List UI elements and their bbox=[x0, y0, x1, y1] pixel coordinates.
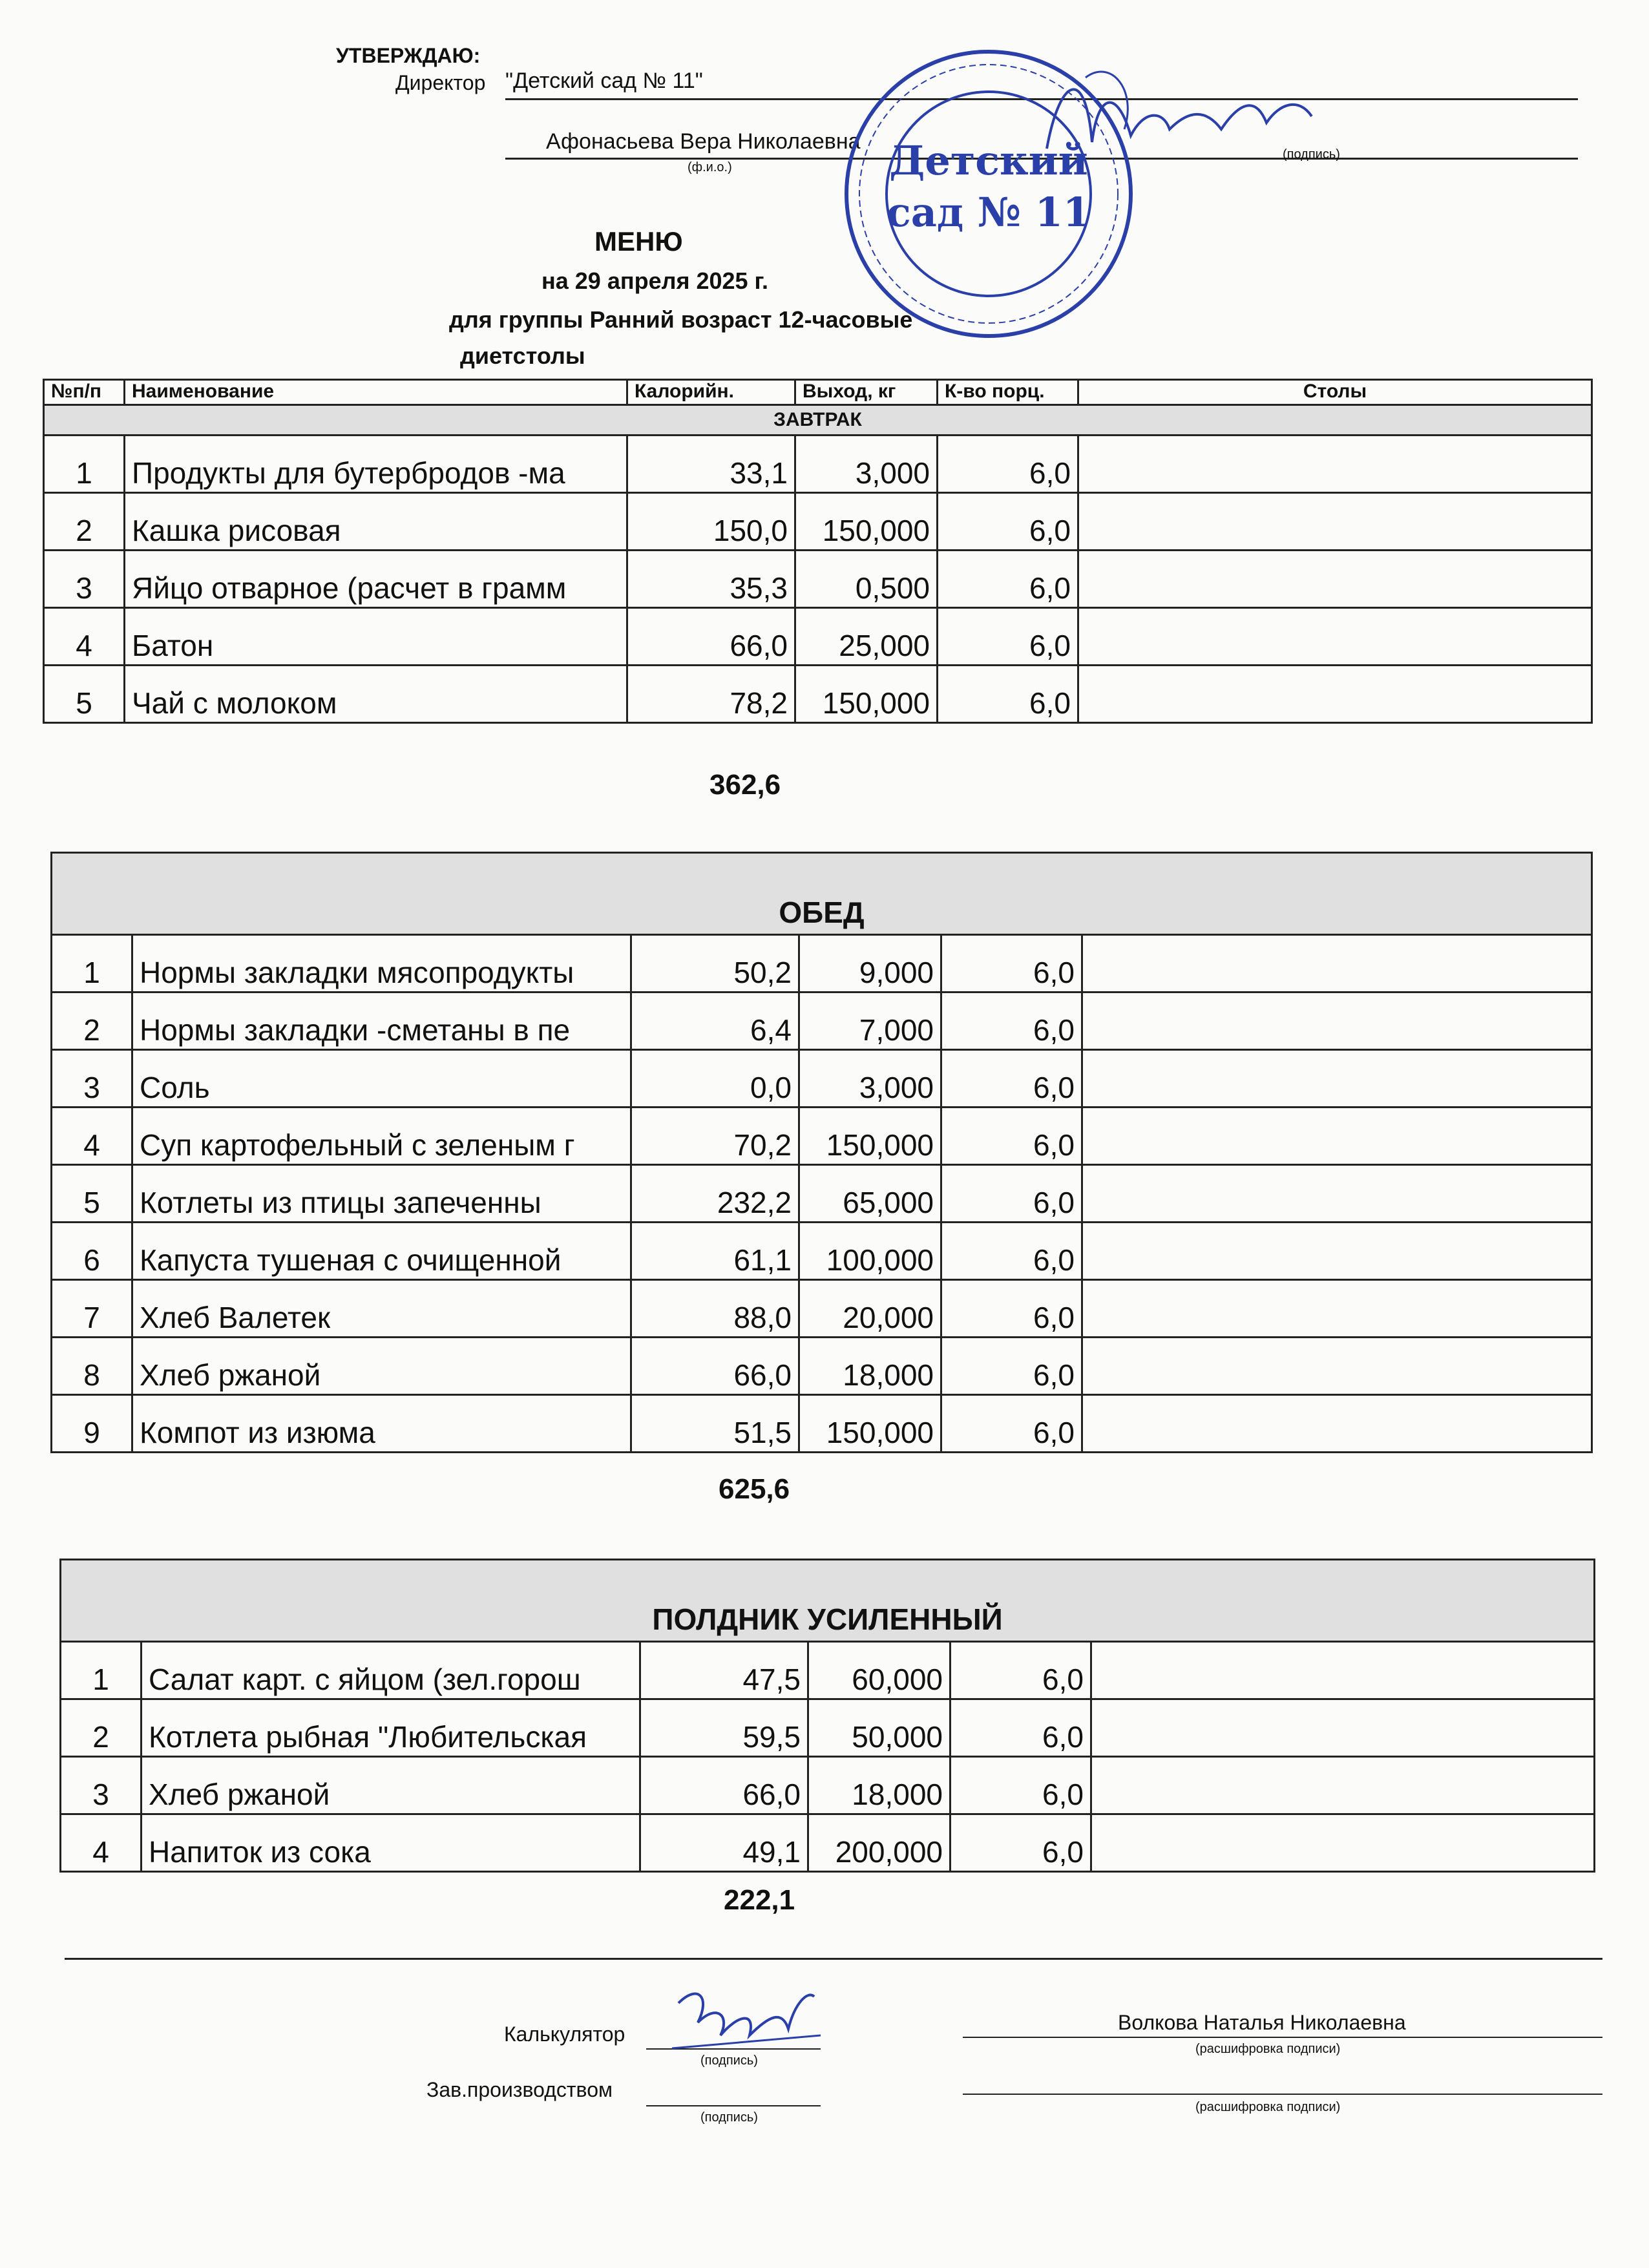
yield-kg: 100,000 bbox=[799, 1223, 941, 1280]
section-row bbox=[44, 405, 1592, 436]
row-number: 3 bbox=[44, 551, 125, 608]
dish-name: Напиток из сока bbox=[142, 1814, 640, 1872]
organization-stamp bbox=[834, 39, 1144, 349]
tables-cell bbox=[1082, 1165, 1592, 1223]
calories: 66,0 bbox=[631, 1338, 799, 1395]
lunch-total: 625,6 bbox=[719, 1473, 790, 1505]
calories: 78,2 bbox=[627, 666, 795, 723]
calories: 232,2 bbox=[631, 1165, 799, 1223]
dish-name: Котлета рыбная "Любительская bbox=[142, 1699, 640, 1757]
table-row bbox=[52, 1165, 1592, 1223]
page-title: МЕНЮ bbox=[594, 226, 683, 257]
footer-divider bbox=[65, 1958, 1602, 1960]
menu-date: на 29 апреля 2025 г. bbox=[541, 268, 768, 294]
dish-name: Чай с молоком bbox=[125, 666, 627, 723]
table-row bbox=[44, 666, 1592, 723]
portions: 6,0 bbox=[941, 1280, 1082, 1338]
table-row bbox=[61, 1757, 1595, 1814]
dish-name: Котлеты из птицы запеченны bbox=[132, 1165, 631, 1223]
tables-cell bbox=[1078, 436, 1592, 493]
section-row bbox=[52, 853, 1592, 935]
dish-name: Кашка рисовая bbox=[125, 493, 627, 551]
yield-kg: 18,000 bbox=[808, 1757, 951, 1814]
table-row bbox=[52, 935, 1592, 992]
col-num: №п/п bbox=[44, 380, 125, 405]
row-number: 5 bbox=[52, 1165, 132, 1223]
table-row bbox=[44, 436, 1592, 493]
row-number: 1 bbox=[44, 436, 125, 493]
row-number: 1 bbox=[52, 935, 132, 992]
dish-name: Соль bbox=[132, 1050, 631, 1108]
portions: 6,0 bbox=[941, 1050, 1082, 1108]
portions: 6,0 bbox=[941, 1165, 1082, 1223]
stamp-line-1: Детский bbox=[889, 137, 1088, 184]
calculator-name-line bbox=[963, 2037, 1602, 2038]
table-row bbox=[61, 1814, 1595, 1872]
row-number: 5 bbox=[44, 666, 125, 723]
col-qty: К-во порц. bbox=[938, 380, 1078, 405]
yield-kg: 150,000 bbox=[795, 666, 938, 723]
row-number: 4 bbox=[61, 1814, 142, 1872]
portions: 6,0 bbox=[941, 935, 1082, 992]
col-out: Выход, кг bbox=[795, 380, 938, 405]
tables-cell bbox=[1091, 1757, 1595, 1814]
menu-diet: диетстолы bbox=[460, 342, 585, 369]
row-number: 8 bbox=[52, 1338, 132, 1395]
tables-cell bbox=[1078, 551, 1592, 608]
calories: 70,2 bbox=[631, 1108, 799, 1165]
tables-cell bbox=[1082, 1338, 1592, 1395]
tables-cell bbox=[1082, 992, 1592, 1050]
portions: 6,0 bbox=[941, 992, 1082, 1050]
tables-cell bbox=[1091, 1699, 1595, 1757]
portions: 6,0 bbox=[951, 1642, 1091, 1699]
portions: 6,0 bbox=[941, 1395, 1082, 1453]
row-number: 7 bbox=[52, 1280, 132, 1338]
yield-kg: 65,000 bbox=[799, 1165, 941, 1223]
calories: 6,4 bbox=[631, 992, 799, 1050]
dish-name: Хлеб ржаной bbox=[132, 1338, 631, 1395]
portions: 6,0 bbox=[941, 1223, 1082, 1280]
menu-group: для группы Ранний возраст 12-часовые bbox=[449, 306, 913, 333]
director-value: "Детский сад № 11" bbox=[505, 68, 703, 93]
yield-kg: 200,000 bbox=[808, 1814, 951, 1872]
table-row bbox=[52, 1338, 1592, 1395]
col-cal: Калорийн. bbox=[627, 380, 795, 405]
calories: 49,1 bbox=[640, 1814, 808, 1872]
calories: 59,5 bbox=[640, 1699, 808, 1757]
table-row bbox=[44, 493, 1592, 551]
table-header-row bbox=[44, 380, 1592, 405]
calories: 66,0 bbox=[640, 1757, 808, 1814]
calories: 51,5 bbox=[631, 1395, 799, 1453]
calories: 88,0 bbox=[631, 1280, 799, 1338]
dish-name: Нормы закладки мясопродукты bbox=[132, 935, 631, 992]
calories: 150,0 bbox=[627, 493, 795, 551]
row-number: 1 bbox=[61, 1642, 142, 1699]
calories: 33,1 bbox=[627, 436, 795, 493]
row-number: 9 bbox=[52, 1395, 132, 1453]
tables-cell bbox=[1082, 1223, 1592, 1280]
yield-kg: 150,000 bbox=[795, 493, 938, 551]
yield-kg: 3,000 bbox=[799, 1050, 941, 1108]
table-row bbox=[52, 1223, 1592, 1280]
section-title-lunch: ОБЕД bbox=[52, 853, 1592, 935]
calories: 0,0 bbox=[631, 1050, 799, 1108]
dish-name: Суп картофельный с зеленым г bbox=[132, 1108, 631, 1165]
calculator-name-caption: (расшифровка подписи) bbox=[1195, 2042, 1341, 2056]
table-row bbox=[44, 551, 1592, 608]
table-row bbox=[52, 1108, 1592, 1165]
portions: 6,0 bbox=[938, 666, 1078, 723]
tables-cell bbox=[1082, 1108, 1592, 1165]
tables-cell bbox=[1091, 1642, 1595, 1699]
production-name-caption: (расшифровка подписи) bbox=[1195, 2100, 1341, 2114]
director-name: Афонасьева Вера Николаевна bbox=[546, 129, 861, 154]
dish-name: Хлеб ржаной bbox=[142, 1757, 640, 1814]
calculator-sign-caption: (подпись) bbox=[700, 2053, 758, 2068]
approval-title: УТВЕРЖДАЮ: bbox=[336, 44, 481, 67]
lunch-rows bbox=[52, 935, 1592, 1453]
table-row bbox=[52, 992, 1592, 1050]
row-number: 3 bbox=[61, 1757, 142, 1814]
yield-kg: 25,000 bbox=[795, 608, 938, 666]
calories: 61,1 bbox=[631, 1223, 799, 1280]
calories: 66,0 bbox=[627, 608, 795, 666]
tables-cell bbox=[1078, 493, 1592, 551]
yield-kg: 150,000 bbox=[799, 1108, 941, 1165]
snack-rows bbox=[61, 1642, 1595, 1872]
tables-cell bbox=[1078, 666, 1592, 723]
col-tables: Столы bbox=[1078, 380, 1592, 405]
row-number: 2 bbox=[52, 992, 132, 1050]
tables-cell bbox=[1091, 1814, 1595, 1872]
dish-name: Капуста тушеная с очищенной bbox=[132, 1223, 631, 1280]
breakfast-total: 362,6 bbox=[709, 769, 781, 801]
row-number: 2 bbox=[61, 1699, 142, 1757]
dish-name: Хлеб Валетек bbox=[132, 1280, 631, 1338]
row-number: 3 bbox=[52, 1050, 132, 1108]
portions: 6,0 bbox=[951, 1699, 1091, 1757]
dish-name: Продукты для бутербродов -ма bbox=[125, 436, 627, 493]
signature-caption: (подпись) bbox=[1283, 147, 1340, 162]
row-number: 4 bbox=[44, 608, 125, 666]
table-row bbox=[52, 1280, 1592, 1338]
production-sign-line bbox=[646, 2105, 821, 2106]
lunch-table bbox=[50, 852, 1593, 1453]
portions: 6,0 bbox=[951, 1757, 1091, 1814]
production-sign-caption: (подпись) bbox=[700, 2110, 758, 2125]
yield-kg: 9,000 bbox=[799, 935, 941, 992]
yield-kg: 150,000 bbox=[799, 1395, 941, 1453]
portions: 6,0 bbox=[951, 1814, 1091, 1872]
fio-caption: (ф.и.о.) bbox=[688, 160, 732, 174]
calories: 35,3 bbox=[627, 551, 795, 608]
yield-kg: 50,000 bbox=[808, 1699, 951, 1757]
table-row bbox=[52, 1050, 1592, 1108]
director-label: Директор bbox=[395, 71, 486, 94]
dish-name: Салат карт. с яйцом (зел.горош bbox=[142, 1642, 640, 1699]
snack-total: 222,1 bbox=[724, 1884, 795, 1916]
dish-name: Яйцо отварное (расчет в грамм bbox=[125, 551, 627, 608]
calculator-name: Волкова Наталья Николаевна bbox=[1118, 2011, 1406, 2034]
portions: 6,0 bbox=[938, 551, 1078, 608]
production-name-line bbox=[963, 2094, 1602, 2095]
yield-kg: 20,000 bbox=[799, 1280, 941, 1338]
table-row bbox=[52, 1395, 1592, 1453]
tables-cell bbox=[1082, 1280, 1592, 1338]
dish-name: Компот из изюма bbox=[132, 1395, 631, 1453]
calories: 47,5 bbox=[640, 1642, 808, 1699]
table-row bbox=[61, 1699, 1595, 1757]
section-title-breakfast: ЗАВТРАК bbox=[44, 405, 1592, 436]
breakfast-rows bbox=[44, 436, 1592, 723]
section-row bbox=[61, 1560, 1595, 1642]
tables-cell bbox=[1082, 1395, 1592, 1453]
tables-cell bbox=[1082, 935, 1592, 992]
tables-cell bbox=[1082, 1050, 1592, 1108]
tables-cell bbox=[1078, 608, 1592, 666]
table-row bbox=[61, 1642, 1595, 1699]
row-number: 2 bbox=[44, 493, 125, 551]
portions: 6,0 bbox=[938, 608, 1078, 666]
yield-kg: 7,000 bbox=[799, 992, 941, 1050]
table-row bbox=[44, 608, 1592, 666]
portions: 6,0 bbox=[938, 436, 1078, 493]
dish-name: Батон bbox=[125, 608, 627, 666]
calculator-signature bbox=[659, 1977, 827, 2061]
yield-kg: 60,000 bbox=[808, 1642, 951, 1699]
calculator-label: Калькулятор bbox=[504, 2022, 625, 2046]
yield-kg: 3,000 bbox=[795, 436, 938, 493]
section-title-snack: ПОЛДНИК УСИЛЕННЫЙ bbox=[61, 1560, 1595, 1642]
col-name: Наименование bbox=[125, 380, 627, 405]
breakfast-table bbox=[43, 379, 1593, 724]
portions: 6,0 bbox=[941, 1108, 1082, 1165]
dish-name: Нормы закладки -сметаны в пе bbox=[132, 992, 631, 1050]
stamp-line-2: сад № 11 bbox=[886, 189, 1091, 236]
row-number: 6 bbox=[52, 1223, 132, 1280]
yield-kg: 0,500 bbox=[795, 551, 938, 608]
portions: 6,0 bbox=[938, 493, 1078, 551]
portions: 6,0 bbox=[941, 1338, 1082, 1395]
yield-kg: 18,000 bbox=[799, 1338, 941, 1395]
row-number: 4 bbox=[52, 1108, 132, 1165]
snack-table bbox=[59, 1559, 1595, 1873]
calories: 50,2 bbox=[631, 935, 799, 992]
production-label: Зав.производством bbox=[426, 2078, 613, 2101]
